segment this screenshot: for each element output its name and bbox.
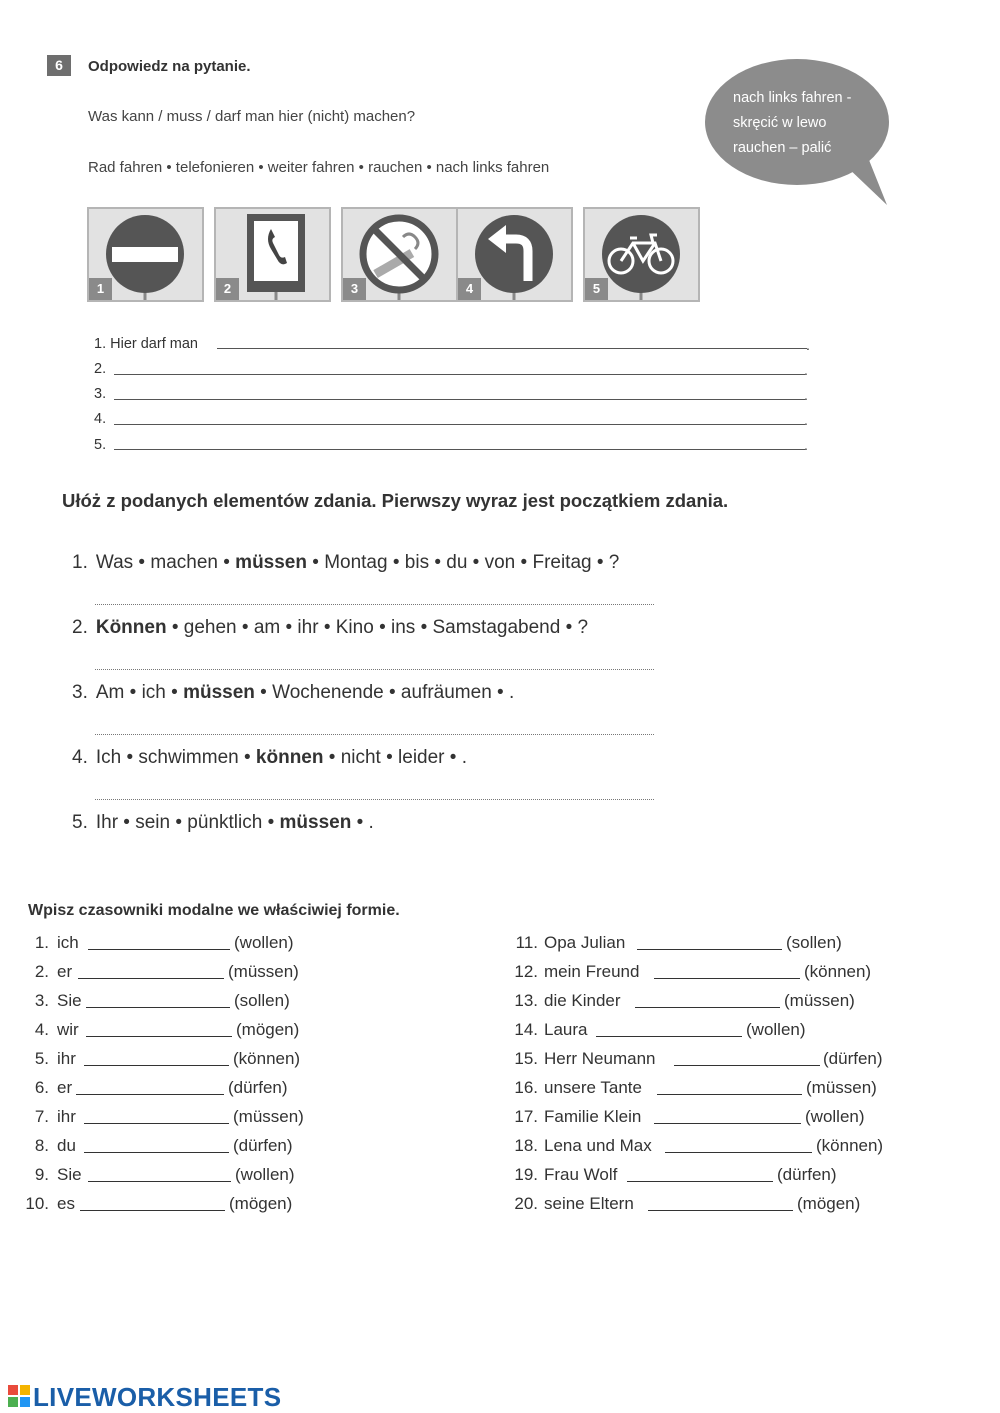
- modal-answer-line[interactable]: [88, 1181, 231, 1182]
- bubble-text: [733, 86, 851, 161]
- sentence-verb: Können: [95, 617, 167, 638]
- modal-item-subject: Laura: [544, 1020, 588, 1039]
- modal-answer-line[interactable]: [635, 1007, 780, 1008]
- sign-card: [341, 207, 458, 302]
- answer-prefix: Hier darf man: [110, 336, 198, 352]
- modal-answer-line[interactable]: [84, 1123, 229, 1124]
- sentence-words: Ihr • sein • pünktlich •: [95, 812, 280, 833]
- modal-item-verb: (dürfen): [228, 1078, 288, 1097]
- liveworksheets-logo: LIVEWORKSHEETS: [33, 1382, 282, 1412]
- sentence-number: 5.: [72, 812, 88, 833]
- answer-line[interactable]: [114, 424, 805, 425]
- modal-answer-line[interactable]: [80, 1210, 225, 1211]
- modal-item-subject: es: [57, 1194, 75, 1213]
- modal-item-number: 14.: [514, 1020, 538, 1039]
- exercise-number-badge: 6: [47, 55, 71, 76]
- sentence-number: 3.: [72, 682, 88, 703]
- modal-item-number: 12.: [514, 962, 538, 981]
- answer-period: .: [804, 387, 808, 403]
- modal-answer-line[interactable]: [78, 978, 224, 979]
- modal-item-subject: Lena und Max: [544, 1136, 652, 1155]
- modal-item-verb: (können): [816, 1136, 884, 1155]
- sign-number: 2: [216, 278, 239, 300]
- sentence-number: 1.: [72, 552, 88, 573]
- modal-item-verb: (dürfen): [233, 1136, 293, 1155]
- modal-item-verb: (wollen): [235, 1165, 295, 1184]
- answer-line[interactable]: [217, 348, 807, 349]
- answer-period: .: [806, 337, 810, 353]
- sentence-verb: müssen: [235, 552, 307, 573]
- modal-item-number: 20.: [514, 1194, 538, 1213]
- modal-answer-line[interactable]: [665, 1152, 812, 1153]
- sentence-number: 2.: [72, 617, 88, 638]
- answer-number: 3.: [94, 386, 107, 402]
- answer-row: [94, 361, 106, 377]
- modal-item-subject: Sie: [57, 991, 82, 1010]
- exercise-title: Odpowiedz na pytanie.: [88, 58, 251, 75]
- modal-item-number: 2.: [34, 962, 49, 981]
- word-options: Rad fahren • telefonieren • weiter fahren • rauchen • nach links fahren: [88, 159, 550, 176]
- modal-item-verb: (müssen): [784, 991, 855, 1010]
- modal-item-number: 13.: [514, 991, 538, 1010]
- sentence-verb: müssen: [183, 682, 255, 703]
- modal-item-number: 6.: [34, 1078, 49, 1097]
- answer-number: 2.: [94, 361, 107, 377]
- modal-item-number: 17.: [514, 1107, 538, 1126]
- sentence-verb: müssen: [279, 812, 352, 833]
- sign-card: [456, 207, 573, 302]
- answer-period: .: [804, 362, 808, 378]
- answer-row: [94, 336, 198, 352]
- modal-answer-line[interactable]: [596, 1036, 742, 1037]
- modal-item-number: 18.: [514, 1136, 538, 1155]
- sentence-words: Am • ich •: [95, 682, 184, 703]
- answer-period: .: [804, 437, 808, 453]
- modal-item-verb: (dürfen): [777, 1165, 837, 1184]
- sentence-words: • gehen • am • ihr • Kino • ins • Samstagabend • ?: [166, 617, 589, 638]
- modal-item-verb: (müssen): [806, 1078, 877, 1097]
- modal-item-subject: ihr: [57, 1107, 76, 1126]
- sentence-answer-line[interactable]: [95, 734, 654, 735]
- modal-item-subject: seine Eltern: [544, 1194, 634, 1213]
- modal-answer-line[interactable]: [654, 978, 800, 979]
- modal-answer-line[interactable]: [674, 1065, 820, 1066]
- modal-item-verb: (können): [233, 1049, 301, 1068]
- exercise-question: Was kann / muss / darf man hier (nicht) machen?: [88, 108, 416, 125]
- modal-item-number: 7.: [34, 1107, 49, 1126]
- answer-period: .: [804, 412, 808, 428]
- sentence-words: Was • machen •: [95, 552, 236, 573]
- modal-item-verb: (sollen): [234, 991, 290, 1010]
- modal-item-verb: (wollen): [234, 933, 294, 952]
- modal-answer-line[interactable]: [648, 1210, 793, 1211]
- modal-item-number: 16.: [514, 1078, 538, 1097]
- modal-answer-line[interactable]: [86, 1007, 230, 1008]
- sign-number: 4: [458, 278, 481, 300]
- modal-item-subject: wir: [57, 1020, 79, 1039]
- sentence-words: • Wochenende • aufräumen • .: [254, 682, 515, 703]
- answer-row: [94, 386, 106, 402]
- sentence-item: [72, 552, 619, 574]
- sentences-title: Ułóż z podanych elementów zdania. Pierwszy wyraz jest początkiem zdania.: [62, 490, 729, 511]
- modal-answer-line[interactable]: [76, 1094, 224, 1095]
- sentence-verb: können: [255, 747, 324, 768]
- modal-title: Wpisz czasowniki modalne we właściwiej formie.: [28, 902, 400, 919]
- sentence-item: [72, 747, 467, 769]
- modal-item-subject: die Kinder: [544, 991, 621, 1010]
- modal-item-verb: (wollen): [746, 1020, 806, 1039]
- modal-answer-line[interactable]: [86, 1036, 232, 1037]
- modal-item-number: 9.: [34, 1165, 49, 1184]
- sign-number: 5: [585, 278, 608, 300]
- modal-item-subject: ich: [57, 933, 79, 952]
- sign-number: 1: [89, 278, 112, 300]
- modal-item-verb: (mögen): [797, 1194, 861, 1213]
- sentence-item: [72, 682, 514, 704]
- modal-item-number: 5.: [34, 1049, 49, 1068]
- bubble-line: nach links fahren -: [733, 90, 852, 106]
- sentence-answer-line[interactable]: [95, 669, 654, 670]
- modal-item-verb: (wollen): [805, 1107, 865, 1126]
- answer-row: [94, 437, 106, 453]
- modal-item-subject: Opa Julian: [544, 933, 626, 952]
- sign-card: [87, 207, 204, 302]
- answer-number: 4.: [94, 411, 107, 427]
- modal-item-verb: (mögen): [236, 1020, 300, 1039]
- modal-item-subject: er: [57, 1078, 73, 1097]
- sign-card: [583, 207, 700, 302]
- modal-item-subject: mein Freund: [544, 962, 640, 981]
- modal-item-verb: (mögen): [229, 1194, 293, 1213]
- modal-item-number: 8.: [34, 1136, 49, 1155]
- liveworksheets-logo-icon: [8, 1385, 30, 1407]
- bubble-line: skręcić w lewo: [733, 115, 827, 131]
- bubble-line: rauchen – palić: [733, 140, 832, 156]
- answer-number: 1.: [94, 336, 107, 352]
- modal-item-subject: Sie: [57, 1165, 82, 1184]
- modal-item-number: 3.: [34, 991, 49, 1010]
- modal-answer-line[interactable]: [84, 1152, 229, 1153]
- sentence-item: [72, 617, 588, 639]
- sentence-number: 4.: [72, 747, 88, 768]
- modal-item-number: 11.: [515, 933, 538, 952]
- modal-answer-line[interactable]: [627, 1181, 773, 1182]
- modal-item-verb: (müssen): [233, 1107, 304, 1126]
- modal-item-subject: er: [57, 962, 73, 981]
- sentence-item: [72, 812, 374, 834]
- modal-item-subject: Herr Neumann: [544, 1049, 656, 1068]
- modal-item-number: 1.: [34, 933, 49, 952]
- modal-answer-line[interactable]: [637, 949, 782, 950]
- sentence-words: • Montag • bis • du • von • Freitag • ?: [306, 552, 620, 573]
- sign-number: 3: [343, 278, 366, 300]
- answer-row: [94, 411, 106, 427]
- sentence-answer-line[interactable]: [95, 604, 654, 605]
- answer-line[interactable]: [114, 449, 805, 450]
- modal-item-number: 15.: [514, 1049, 538, 1068]
- modal-item-subject: ihr: [57, 1049, 76, 1068]
- sign-card: [214, 207, 331, 302]
- modal-item-number: 10.: [25, 1194, 49, 1213]
- sentence-words: Ich • schwimmen •: [95, 747, 256, 768]
- modal-item-subject: unsere Tante: [544, 1078, 642, 1097]
- modal-item-subject: du: [57, 1136, 76, 1155]
- modal-item-verb: (sollen): [786, 933, 842, 952]
- modal-answer-line[interactable]: [88, 949, 230, 950]
- answer-line[interactable]: [114, 374, 805, 375]
- modal-answer-line[interactable]: [657, 1094, 802, 1095]
- modal-item-verb: (müssen): [228, 962, 299, 981]
- answer-line[interactable]: [114, 399, 805, 400]
- modal-item-number: 4.: [34, 1020, 49, 1039]
- modal-item-subject: Familie Klein: [544, 1107, 642, 1126]
- modal-item-verb: (können): [804, 962, 872, 981]
- sentence-words: • nicht • leider • .: [323, 747, 467, 768]
- modal-item-number: 19.: [514, 1165, 538, 1184]
- modal-item-verb: (dürfen): [823, 1049, 883, 1068]
- sentence-answer-line[interactable]: [95, 799, 654, 800]
- modal-answer-line[interactable]: [654, 1123, 801, 1124]
- answer-number: 5.: [94, 437, 107, 453]
- modal-item-subject: Frau Wolf: [544, 1165, 618, 1184]
- modal-answer-line[interactable]: [84, 1065, 229, 1066]
- sentence-words: • .: [351, 812, 374, 833]
